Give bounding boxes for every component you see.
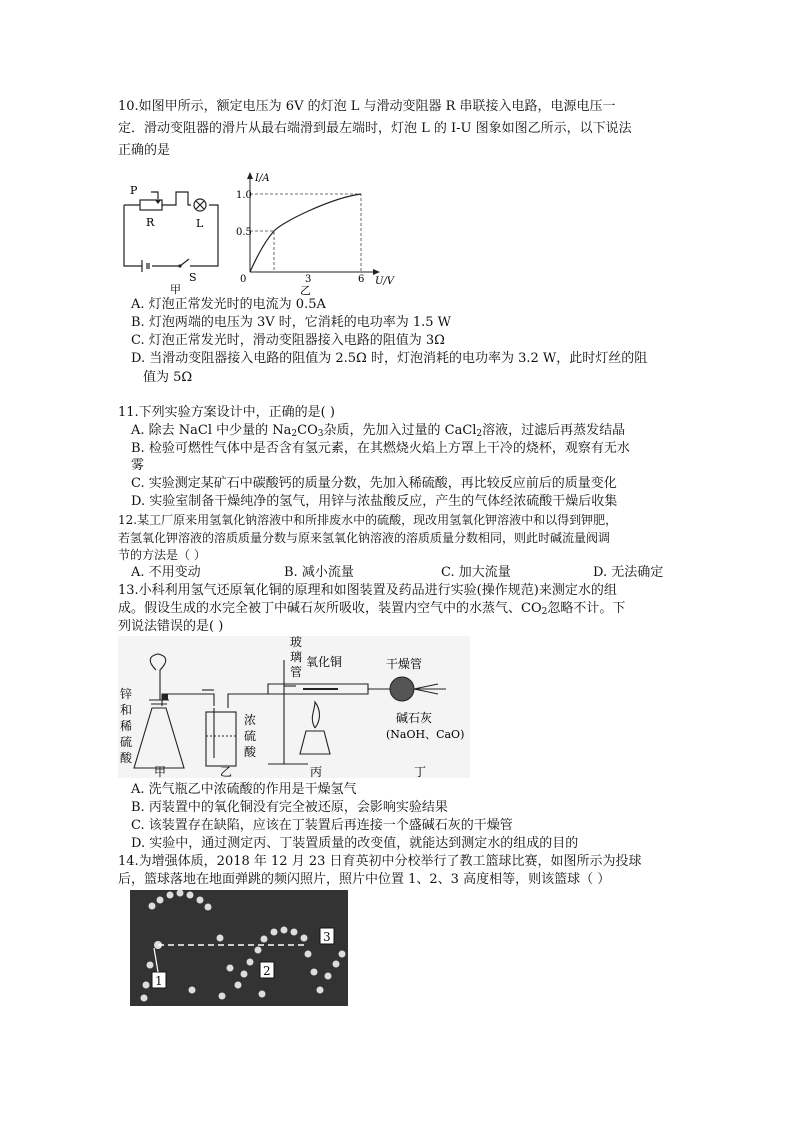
q11-stem: 11.下列实验方案设计中，正确的是( ) — [118, 405, 335, 420]
label-glass-tube: 玻 — [290, 635, 303, 649]
q13-option-d: D. 实验中，通过测定丙、丁装置质量的改变值，就能达到测定水的组成的目的 — [131, 836, 579, 851]
svg-text:酸: 酸 — [120, 751, 133, 765]
label-zinc: 锌 — [120, 687, 133, 701]
svg-text:3: 3 — [323, 930, 331, 944]
caption-yi: 乙 — [300, 284, 311, 297]
label-soda-lime: 碱石灰 — [396, 711, 433, 725]
y-axis-label: I/A — [255, 173, 270, 184]
label-drying-tube: 干燥管 — [386, 657, 423, 671]
caption-yi: 乙 — [220, 765, 233, 779]
svg-text:硫: 硫 — [120, 735, 133, 749]
xtick-3: 3 — [305, 274, 312, 285]
q13-option-b: B. 丙装置中的氧化铜没有完全被还原，会影响实验结果 — [131, 800, 448, 815]
label-L: L — [196, 217, 204, 230]
switch-S — [180, 259, 189, 266]
origin-label: 0 — [240, 274, 247, 285]
label-copper-oxide: 氧化铜 — [306, 655, 343, 669]
q13-stem-line-3: 列说法错误的是( ) — [118, 619, 224, 634]
iu-curve — [250, 194, 361, 272]
q10-stem-line-2: 定．滑动变阻器的滑片从最右端滑到最左端时，灯泡 L 的 I-U 图象如图乙所示，以下说法 — [118, 121, 632, 136]
q13-option-a: A. 洗气瓶乙中浓硫酸的作用是干燥氢气 — [131, 782, 357, 797]
label-P: P — [130, 184, 138, 197]
q12-option-d: D. 无法确定 — [593, 565, 664, 580]
q13-stem-line-1: 13.小科利用氢气还原氧化铜的原理和如图装置及药品进行实验(操作规范)来测定水的组 — [118, 583, 617, 598]
slider-P — [151, 192, 158, 199]
q12-stem-line-1: 12.某工厂原来用氢氧化钠溶液中和所排废水中的硫酸，现改用氢氧化钾溶液中和以得到钾肥， — [118, 513, 618, 527]
svg-text:2: 2 — [263, 964, 271, 978]
q11-option-d: D. 实验室制备干燥纯净的氢气，用锌与浓盐酸反应，产生的气体经浓硫酸干燥后收集 — [131, 494, 618, 509]
ytick-0-5: 0.5 — [236, 227, 252, 238]
svg-text:硫: 硫 — [244, 729, 257, 743]
svg-text:和: 和 — [120, 703, 133, 717]
soda-lime-bulb — [390, 677, 414, 701]
svg-text:管: 管 — [290, 665, 303, 679]
q12-stem-line-2: 若氢氧化钾溶液的溶质质量分数与原来氢氧化钠溶液的溶质质量分数相同，则此时碱流量阀调 — [118, 531, 611, 545]
ytick-1-0: 1.0 — [236, 190, 252, 201]
q10-option-c: C. 灯泡正常发光时，滑动变阻器接入电路的阻值为 3Ω — [131, 333, 445, 348]
q11-option-a: A. 除去 NaCl 中少量的 $Na_2CO_3$杂质，先加入过量的 CaCl$_2$溶液，过滤后再蒸发结晶 — [131, 423, 626, 439]
caption-ding: 丁 — [414, 765, 427, 779]
q14-stem-line-2: 后，篮球落地在地面弹跳的频闪照片，照片中位置 1、2、3 高度相等，则该篮球（ ） — [118, 872, 611, 887]
caption-bing: 丙 — [310, 765, 323, 779]
svg-text:酸: 酸 — [244, 745, 257, 759]
label-S: S — [189, 271, 197, 284]
xtick-6: 6 — [358, 274, 365, 285]
q13-stem-line-2: 成。假设生成的水完全被丁中碱石灰所吸收，装置内空气中的水蒸气、$CO_2$忽略不计。下 — [118, 601, 626, 617]
iu-graph — [236, 168, 395, 297]
q11-option-b-line-2: 雾 — [131, 458, 145, 473]
q10-option-a: A. 灯泡正常发光时的电流为 0.5A — [131, 297, 326, 312]
svg-text:1: 1 — [155, 974, 163, 988]
q10-stem-line-1: 10.如图甲所示，额定电压为 6V 的灯泡 L 与滑动变阻器 R 串联接入电路，电源电压一 — [118, 99, 616, 114]
q12-stem-line-3: 节的方法是（ ） — [118, 548, 206, 562]
q11-option-c: C. 实验测定某矿石中碳酸钙的质量分数，先加入稀硫酸，再比较反应前后的质量变化 — [131, 476, 617, 491]
label-R: R — [146, 216, 155, 229]
q12-option-a: A. 不用变动 — [131, 565, 201, 580]
q10-option-d-line-1: D. 当滑动变阻器接入电路的阻值为 2.5Ω 时，灯泡消耗的电功率为 3.2 W，此时灯丝的阻 — [131, 351, 648, 366]
caption-jia: 甲 — [170, 283, 181, 296]
basketball-photo — [130, 890, 348, 1006]
caption-jia: 甲 — [154, 765, 167, 779]
q10-stem-line-3: 正确的是 — [118, 143, 171, 158]
q11-option-b-line-1: B. 检验可燃性气体中是否含有氢元素，在其燃烧火焰上方罩上干冷的烧杯，观察有无水 — [131, 441, 630, 456]
q12-option-b: B. 减小流量 — [284, 565, 354, 580]
apparatus-figure — [118, 636, 470, 778]
q10-option-d-line-2: 值为 5Ω — [143, 370, 193, 385]
label-conc-acid: 浓 — [244, 713, 257, 727]
svg-text:稀: 稀 — [120, 719, 133, 733]
label-soda-lime-formula: (NaOH、CaO) — [386, 728, 465, 741]
q14-stem-line-1: 14.为增强体质，2018 年 12 月 23 日育英初中分校举行了教工篮球比赛，如图所示为投球 — [118, 854, 642, 869]
circuit-diagram — [118, 180, 228, 296]
x-axis-label: U/V — [375, 276, 395, 287]
q13-option-c: C. 该装置存在缺陷，应该在丁装置后再连接一个盛碱石灰的干燥管 — [131, 818, 513, 833]
svg-text:璃: 璃 — [290, 650, 303, 664]
q12-option-c: C. 加大流量 — [441, 565, 511, 580]
q10-option-b: B. 灯泡两端的电压为 3V 时，它消耗的电功率为 1.5 W — [131, 315, 452, 330]
